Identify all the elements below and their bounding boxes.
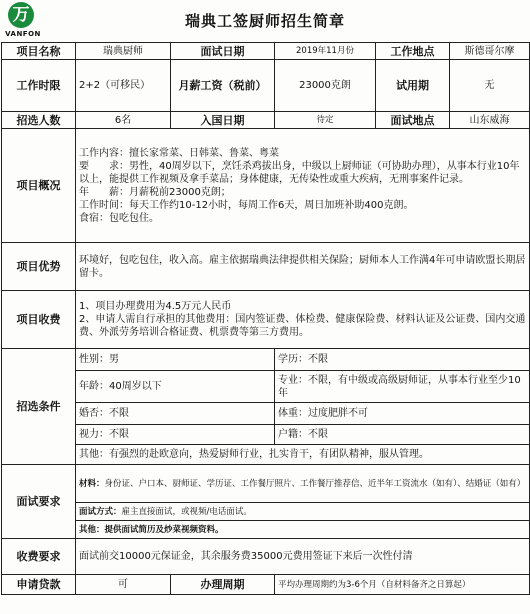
fee-line: 2、申请人需自行承担的其他费用：国内签证费、体检费、健康保险费、材料认证及公证费、国内交通费、外派劳务培训合格证费、机票费等第三方费用。: [79, 314, 526, 338]
value-monthly-salary: 23000克朗: [275, 60, 376, 112]
table-row: [2, 43, 530, 60]
overview-line: 工作内容：擅长家常菜、日韩菜、鲁菜、粤菜: [79, 147, 279, 159]
table-row: [2, 112, 530, 129]
overview-line: 食宿：包吃包住。: [79, 212, 159, 224]
recruitment-table: [1, 42, 530, 595]
overview-line: 要 求：男性，40周岁以下，烹饪杀鸡拔出身，中级以上厨师证（可协助办理），从事本行业10年以上，能提供工作视频及拿手菜品；身体健康，无传染性或重大疾病，无刑事案件记录。: [79, 160, 520, 185]
label-interview-location: 面试地点: [376, 112, 450, 129]
value-payment: 面试前交10000元保证金，其余服务费35000元费用签证下来后一次性付清: [76, 539, 530, 575]
value-headcount: 6名: [76, 112, 171, 129]
value-fees: [76, 291, 530, 349]
table-row: [2, 445, 530, 465]
table-row: [2, 371, 530, 403]
materials-label: 材料：: [79, 478, 105, 489]
table-row: [2, 425, 530, 445]
value-probation: 无: [450, 60, 530, 112]
interview-other: 其他：提供面试简历及炒菜视频资料。: [76, 521, 530, 539]
value-overview: [76, 129, 530, 243]
table-row: [2, 291, 530, 349]
method-label: 面试方式：: [79, 506, 122, 517]
label-fees: 项目收费: [2, 291, 76, 349]
overview-line: 年 薪：月薪税前23000克朗；: [79, 186, 231, 198]
value-work-term: 2+2（可移民）: [76, 60, 171, 112]
value-loan: 可: [76, 575, 171, 595]
value-interview-location: 山东威海: [450, 112, 530, 129]
value-entry-date: 待定: [275, 112, 376, 129]
table-row: [2, 465, 530, 503]
table-row: [2, 503, 530, 521]
value-project-name: 瑞典厨师: [76, 43, 171, 60]
label-headcount: 招选人数: [2, 112, 76, 129]
condition-marriage: 婚否：不限: [76, 403, 275, 425]
interview-method: [76, 503, 530, 521]
table-row: [2, 60, 530, 112]
condition-hukou: 户籍：不限: [275, 425, 530, 445]
logo-icon: 万: [8, 2, 34, 28]
fee-line: 1、项目办理费用为4.5万元人民币: [79, 301, 232, 312]
header: [0, 0, 530, 42]
page-title: 瑞典工签厨师招生简章: [184, 12, 345, 30]
label-work-term: 工作时限: [2, 60, 76, 112]
method-text: 雇主直接面试，或视频/电话面试。: [121, 506, 252, 517]
label-advantage: 项目优势: [2, 243, 76, 291]
table-row: [2, 575, 530, 595]
table-row: [2, 539, 530, 575]
label-payment: 收费要求: [2, 539, 76, 575]
label-monthly-salary: 月薪工资（税前）: [171, 60, 275, 112]
label-interview-date: 面试日期: [171, 43, 275, 60]
overview-line: 工作时间：每天工作约10-12小时，每周工作6天，周日加班补助400克朗。: [79, 199, 414, 211]
table-row: [2, 521, 530, 539]
label-entry-date: 入国日期: [171, 112, 275, 129]
label-loan: 申请贷款: [2, 575, 76, 595]
value-period: 平均办理周期约为3-6个月（自材料备齐之日算起）: [275, 575, 530, 595]
materials-text: 身份证、户口本、厨师证、学历证、工作餐厅照片、工作餐厅推荐信、近半年工资流水（如有）、结婚证（如有）: [104, 478, 526, 489]
label-probation: 试用期: [376, 60, 450, 112]
condition-age: 年龄：40周岁以下: [76, 371, 275, 403]
table-row: [2, 349, 530, 371]
label-work-location: 工作地点: [376, 43, 450, 60]
interview-materials: [76, 465, 530, 503]
label-period: 办理周期: [171, 575, 275, 595]
label-interview: 面试要求: [2, 465, 76, 539]
value-interview-date: 2019年11月份: [275, 43, 376, 60]
logo-text: VANFON: [5, 30, 41, 38]
table-row: [2, 129, 530, 243]
label-conditions: 招选条件: [2, 349, 76, 465]
condition-gender: 性别：男: [76, 349, 275, 371]
table-row: [2, 403, 530, 425]
condition-vision: 视力：不限: [76, 425, 275, 445]
value-work-location: 斯德哥尔摩: [450, 43, 530, 60]
condition-weight: 体重：过度肥胖不可: [275, 403, 530, 425]
label-overview: 项目概况: [2, 129, 76, 243]
condition-major: 专业：不限，有中级或高级厨师证，从事本行业至少10年: [275, 371, 530, 403]
value-advantage: 环境好，包吃包住，收入高。雇主依据瑞典法律提供相关保险；厨师本人工作满4年可申请欧盟长期居留卡。: [76, 243, 530, 291]
table-row: [2, 243, 530, 291]
condition-education: 学历：不限: [275, 349, 530, 371]
condition-other: 其他：有强烈的赴欧意向，热爱厨师行业，扎实肯干，有团队精神，服从管理。: [76, 445, 530, 465]
label-project-name: 项目名称: [2, 43, 76, 60]
